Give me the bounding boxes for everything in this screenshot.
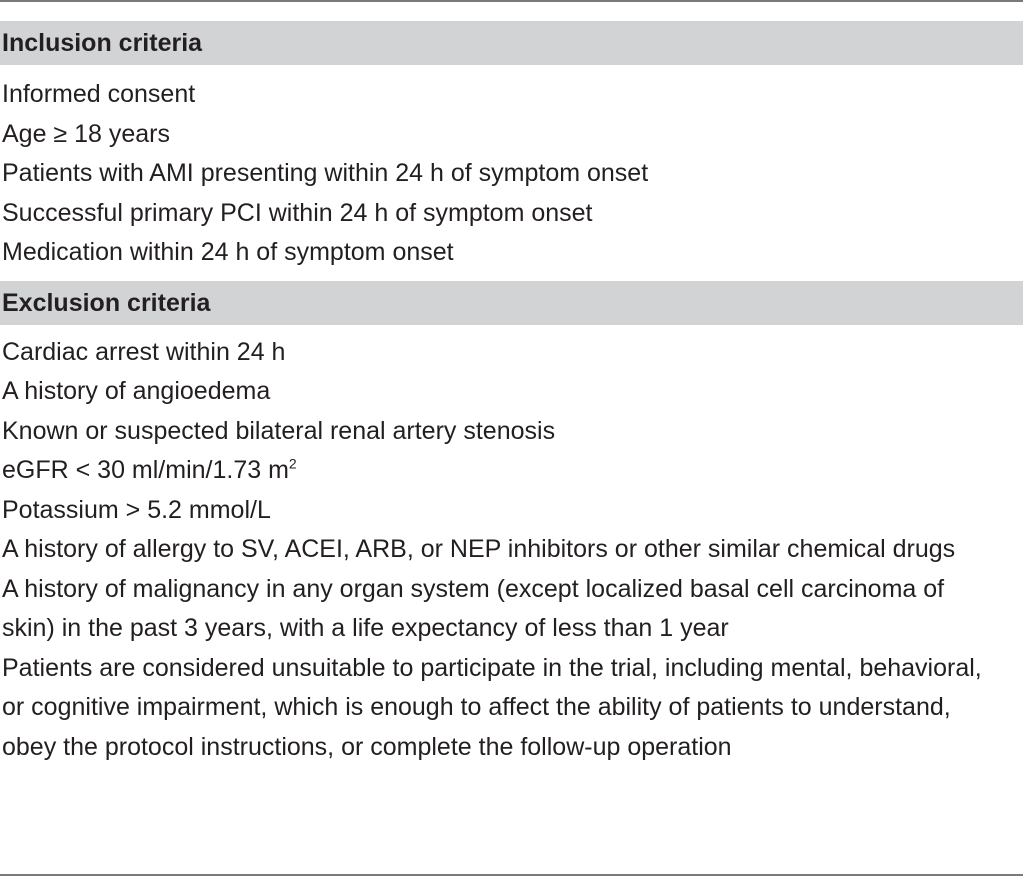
- exclusion-criteria-header: Exclusion criteria: [0, 281, 1023, 325]
- inclusion-item-age: Age ≥ 18 years: [2, 119, 170, 148]
- egfr-text: eGFR < 30 ml/min/1.73 m: [2, 456, 289, 484]
- inclusion-item-medication: Medication within 24 h of symptom onset: [2, 238, 454, 266]
- inclusion-criteria-list: [0, 65, 1023, 281]
- inclusion-item-informed-consent: Informed consent: [2, 80, 196, 108]
- inclusion-item-primary-pci: Successful primary PCI within 24 h of symptom onset: [2, 198, 593, 227]
- exclusion-criteria-list: [0, 325, 1023, 768]
- egfr-superscript: 2: [288, 455, 297, 472]
- exclusion-item-cardiac-arrest: Cardiac arrest within 24 h: [2, 337, 286, 366]
- exclusion-item-malignancy: A history of malignancy in any organ system (except localized basal cell carcinoma of skin) in the past 3 years, with a life expectancy of less than 1 year: [2, 574, 945, 642]
- exclusion-item-allergy: A history of allergy to SV, ACEI, ARB, or NEP inhibitors or other similar chemical drugs: [2, 535, 956, 563]
- exclusion-item-renal-artery-stenosis: Known or suspected bilateral renal artery stenosis: [2, 416, 556, 445]
- inclusion-criteria-header: Inclusion criteria: [0, 21, 1023, 65]
- exclusion-item-angioedema: A history of angioedema: [2, 377, 271, 405]
- exclusion-item-egfr: [0, 451, 1023, 491]
- exclusion-item-potassium: Potassium > 5.2 mmol/L: [2, 495, 271, 524]
- exclusion-item-unsuitable: Patients are considered unsuitable to participate in the trial, including mental, behavioral, or cognitive impairment, which is enough to affect the ability of patients to understand, obey the protocol instructions, or complete the follow-up operation: [2, 653, 982, 761]
- inclusion-item-ami-presentation: Patients with AMI presenting within 24 h of symptom onset: [2, 159, 649, 187]
